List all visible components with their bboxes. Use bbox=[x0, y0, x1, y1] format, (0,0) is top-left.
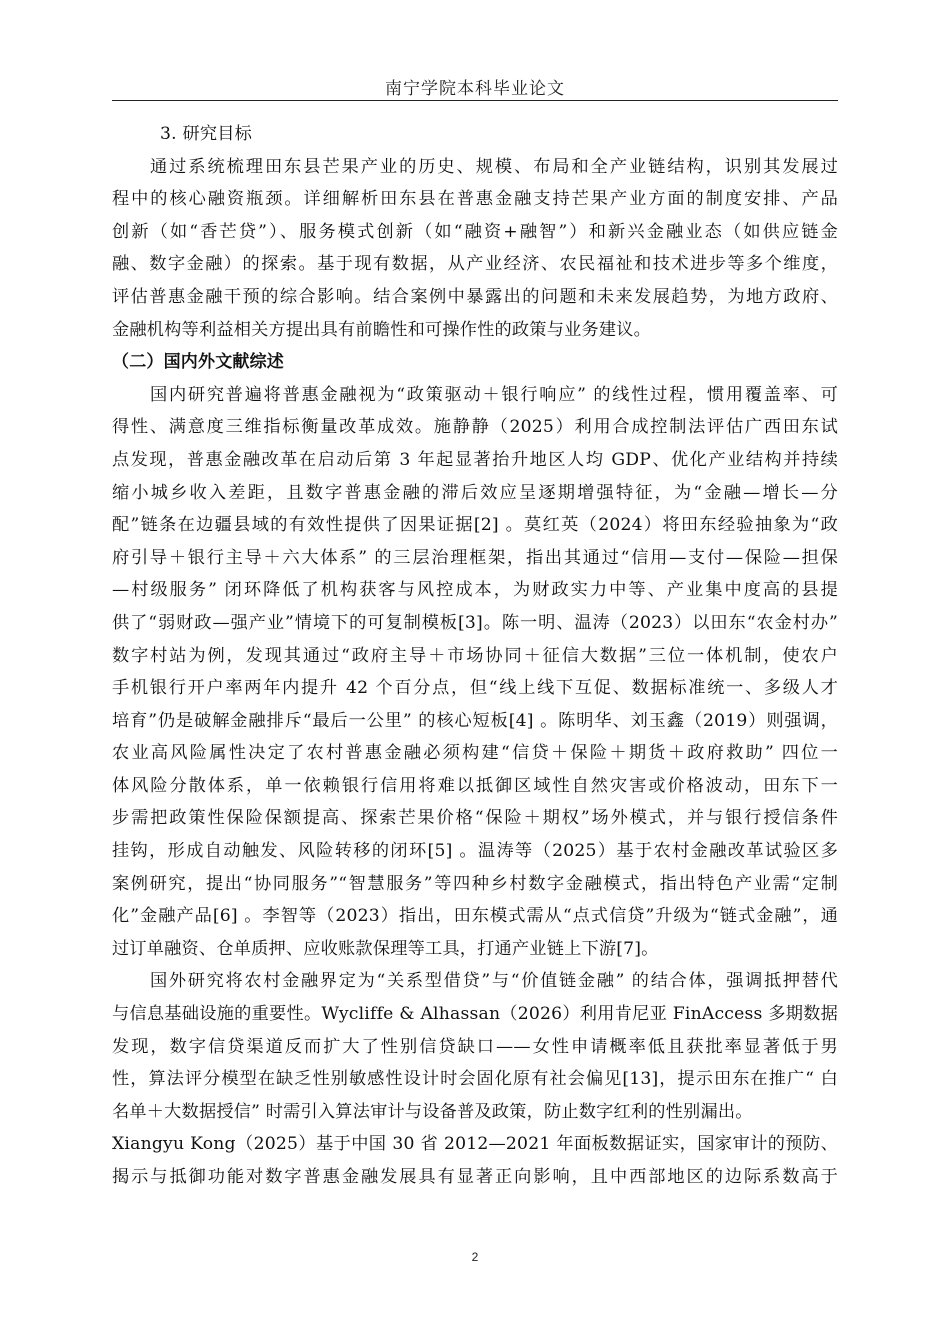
paragraph-line: 点发现，普惠金融改革在启动后第 3 年起显著抬升地区人均 GDP、优化产业结构并持续 bbox=[112, 449, 838, 470]
running-header: 南宁学院本科毕业论文 bbox=[385, 79, 565, 99]
paragraph-line: 挂钩，形成自动触发、风险转移的闭环[5] 。温涛等（2025）基于农村金融改革试验区多 bbox=[112, 841, 838, 862]
paragraph-line: 国内研究普遍将普惠金融视为“政策驱动＋银行响应” 的线性过程，惯用覆盖率、可 bbox=[150, 384, 838, 405]
paragraph-line: 案例研究，提出“协同服务”“智慧服务”等四种乡村数字金融模式，指出特色产业需“定制 bbox=[112, 873, 838, 894]
paragraph-line: 评估普惠金融干预的综合影响。结合案例中暴露出的问题和未来发展趋势，为地方政府、 bbox=[112, 286, 838, 307]
paragraph-line: —村级服务” 闭环降低了机构获客与风控成本，为财政实力中等、产业集中度高的县提 bbox=[112, 580, 838, 601]
paragraph-line: 府引导＋银行主导＋六大体系” 的三层治理框架，指出其通过“信用—支付—保险—担保 bbox=[112, 547, 838, 568]
paragraph-line: 农业高风险属性决定了农村普惠金融必须构建“信贷＋保险＋期货＋政府救助” 四位一 bbox=[112, 743, 838, 764]
paragraph-line: 通过系统梳理田东县芒果产业的历史、规模、布局和全产业链结构，识别其发展过 bbox=[150, 156, 838, 177]
paragraph-line: 程中的核心融资瓶颈。详细解析田东县在普惠金融支持芒果产业方面的制度安排、产品 bbox=[112, 189, 838, 210]
subsection-heading: 3. 研究目标 bbox=[160, 124, 253, 144]
paragraph-line: 供了“弱财政—强产业”情境下的可复制模板[3]。陈一明、温涛（2023）以田东“农金村办” bbox=[112, 612, 838, 633]
paragraph-line: 名单＋大数据授信” 时需引入算法审计与设备普及政策，防止数字红利的性别漏出。 bbox=[112, 1101, 753, 1122]
paragraph-line: 数字村站为例，发现其通过“政府主导＋市场协同＋征信大数据”三位一体机制，使农户 bbox=[112, 645, 838, 666]
paragraph-line: 步需把政策性保险保额提高、探索芒果价格“保险＋期权”场外模式，并与银行授信条件 bbox=[112, 808, 838, 829]
paragraph-line: 创新（如“香芒贷”）、服务模式创新（如“融资+融智”）和新兴金融业态（如供应链金 bbox=[112, 221, 838, 242]
paragraph-line: 发现，数字信贷渠道反而扩大了性别信贷缺口——女性申请概率低且获批率显著低于男 bbox=[112, 1036, 838, 1057]
paragraph-line: 手机银行开户率两年内提升 42 个百分点，但“线上线下互促、数据标准统一、多级人才 bbox=[112, 678, 838, 699]
section-heading: （二）国内外文献综述 bbox=[112, 352, 284, 373]
paragraph-line: 揭示与抵御功能对数字普惠金融发展具有显著正向影响，且中西部地区的边际系数高于 bbox=[112, 1167, 838, 1187]
paragraph-line: 融、数字金融）的探索。基于现有数据，从产业经济、农民福祉和技术进步等多个维度， bbox=[112, 254, 838, 275]
paragraph-line: 培育”仍是破解金融排斥“最后一公里” 的核心短板[4] 。陈明华、刘玉鑫（2019）则强调， bbox=[112, 710, 838, 731]
paragraph-line: 与信息基础设施的重要性。Wycliffe & Alhassan（2026）利用肯尼亚 FinAccess 多期数据 bbox=[112, 1004, 838, 1025]
paragraph-line: 过订单融资、仓单质押、应收账款保理等工具，打通产业链上下游[7]。 bbox=[112, 938, 659, 959]
paragraph-line: 缩小城乡收入差距，且数字普惠金融的滞后效应呈逐期增强特征，为“金融—增长—分 bbox=[112, 482, 838, 503]
paragraph-line: 金融机构等利益相关方提出具有前瞻性和可操作性的政策与业务建议。 bbox=[112, 319, 652, 340]
paragraph-line: 国外研究将农村金融界定为“关系型借贷”与“价值链金融” 的结合体，强调抵押替代 bbox=[150, 971, 838, 992]
body-content bbox=[112, 118, 838, 1194]
paragraph-line: 体风险分散体系，单一依赖银行信用将难以抵御区域性自然灾害或价格波动，田东下一 bbox=[112, 775, 838, 796]
paragraph-line: 性，算法评分模型在缺乏性别敏感性设计时会固化原有社会偏见[13]，提示田东在推广“ 白 bbox=[112, 1069, 838, 1090]
paragraph-line: 化”金融产品[6] 。李智等（2023）指出，田东模式需从“点式信贷”升级为“链式金融”，通 bbox=[112, 906, 838, 927]
paragraph-line: 配”链条在边疆县域的有效性提供了因果证据[2] 。莫红英（2024）将田东经验抽象为“政 bbox=[112, 515, 838, 536]
header-rule bbox=[112, 100, 838, 101]
page-number: 2 bbox=[471, 1250, 479, 1264]
paragraph-line: Xiangyu Kong（2025）基于中国 30 省 2012—2021 年面板数据证实，国家审计的预防、 bbox=[112, 1134, 838, 1155]
paragraph-line: 得性、满意度三维指标衡量改革成效。施静静（2025）利用合成控制法评估广西田东试 bbox=[112, 417, 838, 438]
